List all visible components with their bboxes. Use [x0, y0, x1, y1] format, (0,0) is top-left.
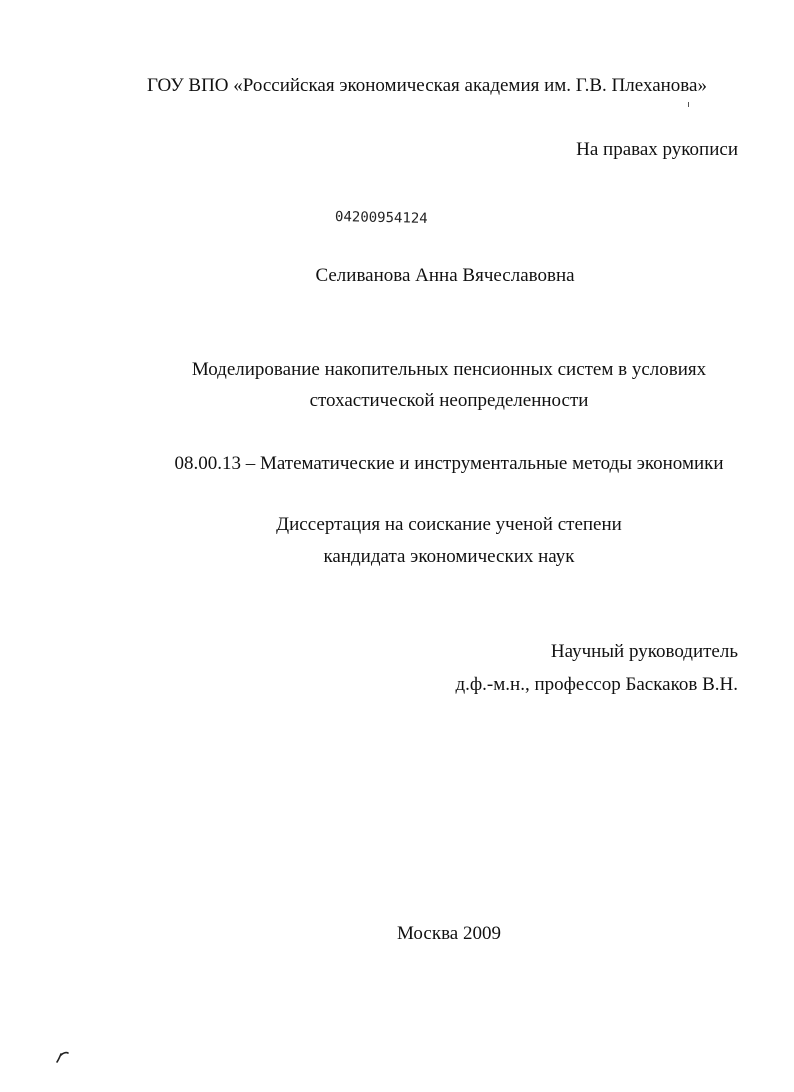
thesis-title-line-1: Моделирование накопительных пенсионных систем в условиях [191, 359, 707, 380]
rights-note: На правах рукописи [576, 139, 738, 160]
thesis-title-line-2: стохастической неопределенности [309, 390, 589, 411]
degree-statement-line-2: кандидата экономических наук [323, 546, 575, 567]
author-name: Селиванова Анна Вячеславовна [315, 265, 575, 286]
scan-mark [688, 102, 689, 107]
city-year: Москва 2009 [397, 923, 501, 944]
supervisor-name: д.ф.-м.н., профессор Баскаков В.Н. [455, 674, 738, 695]
supervisor-label: Научный руководитель [550, 641, 738, 662]
registration-number-stamp: 04200954124 [334, 209, 428, 227]
degree-statement-line-1: Диссертация на соискание ученой степени [276, 514, 622, 535]
handwritten-mark-icon [55, 1050, 71, 1064]
organization-name: ГОУ ВПО «Российская экономическая академия им. Г.В. Плеханова» [147, 75, 707, 96]
specialty-code: 08.00.13 – Математические и инструментальные методы экономики [174, 453, 724, 474]
